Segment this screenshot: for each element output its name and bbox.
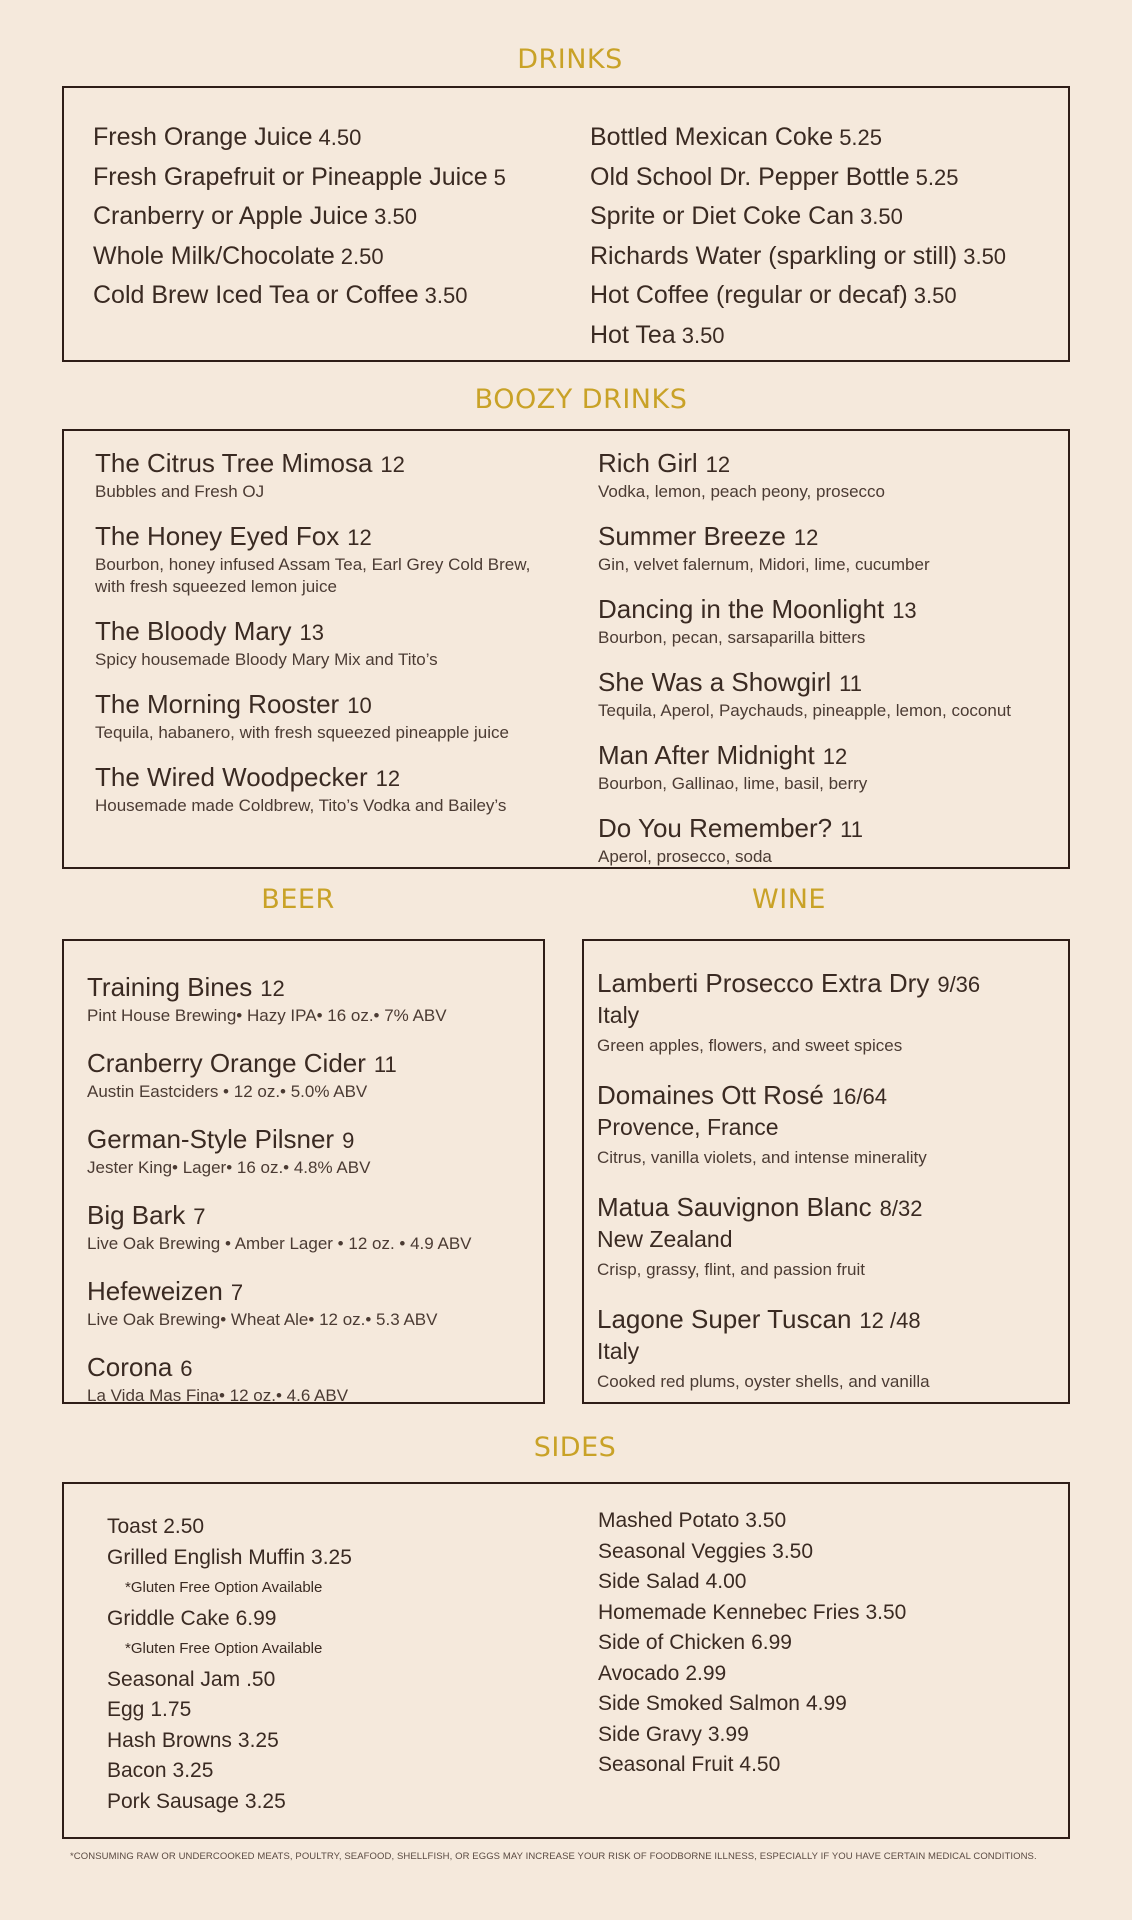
beer-box — [62, 939, 545, 1404]
drink-item — [95, 520, 535, 598]
item-price: 10 — [347, 693, 372, 718]
sides-left-list — [107, 1512, 352, 1817]
item-description: Live Oak Brewing • Amber Lager • 12 oz. • 4.9 ABV — [87, 1234, 472, 1253]
side-item — [598, 1659, 906, 1690]
drink-item — [598, 812, 1058, 868]
item-title — [95, 615, 535, 649]
item-title — [598, 520, 1058, 554]
item-title — [87, 971, 527, 1005]
menu-item — [590, 197, 1006, 237]
item-title — [95, 447, 535, 481]
item-price: 5 — [493, 164, 506, 190]
item-name: Domaines Ott Rosé — [597, 1080, 824, 1110]
item-name: Training Bines — [87, 972, 253, 1002]
item-description: Jester King• Lager• 16 oz.• 4.8% ABV — [87, 1158, 371, 1177]
item-price: 16/64 — [831, 1084, 887, 1109]
item-title — [597, 1191, 1057, 1225]
drink-item — [95, 447, 535, 503]
item-price: 4.50 — [739, 1753, 781, 1776]
wine-region: Italy — [597, 1002, 640, 1028]
item-price: 3.50 — [772, 1539, 814, 1563]
item-name: Hefeweizen — [87, 1276, 223, 1306]
wine-box — [582, 939, 1070, 1404]
side-item — [598, 1598, 906, 1629]
sides-right-list — [598, 1506, 906, 1781]
item-price: 12 — [705, 452, 731, 477]
item-name: Grilled English Muffin — [107, 1545, 306, 1569]
item-description: Vodka, lemon, peach peony, prosecco — [598, 482, 885, 501]
item-name: Griddle Cake — [107, 1606, 230, 1630]
item-description: Crisp, grassy, flint, and passion fruit — [597, 1260, 866, 1279]
disclaimer-text: *CONSUMING RAW OR UNDERCOOKED MEATS, POULTRY, SEAFOOD, SHELLFISH, OR EGGS MAY INCREASE YOUR RISK OF FOODBORNE ILLNESS, ESPECIALLY IF YOU HAVE CERTAIN MEDICAL CONDITIONS. — [70, 1851, 1037, 1862]
beer-list — [87, 971, 527, 1427]
item-price: 3.25 — [172, 1759, 214, 1782]
menu-item — [590, 276, 1006, 316]
item-price: 13 — [892, 598, 917, 623]
side-item — [598, 1506, 906, 1537]
side-item — [107, 1604, 352, 1635]
item-price: 12 — [375, 766, 401, 791]
drink-item — [87, 1123, 527, 1179]
side-item — [598, 1720, 906, 1751]
item-price: 3.50 — [745, 1509, 787, 1532]
gluten-free-note: *Gluten Free Option Available — [125, 1579, 323, 1596]
wine-region: New Zealand — [597, 1226, 733, 1252]
sides-heading: SIDES — [533, 1432, 617, 1463]
item-title — [87, 1047, 527, 1081]
item-description: Austin Eastciders • 12 oz.• 5.0% ABV — [87, 1082, 368, 1101]
item-description: Cooked red plums, oyster shells, and vanilla — [597, 1372, 930, 1391]
menu-item — [93, 197, 506, 237]
item-name: Fresh Grapefruit or Pineapple Juice — [93, 162, 488, 191]
side-item — [598, 1750, 906, 1781]
wine-heading: WINE — [752, 884, 826, 915]
wine-item — [597, 1079, 1057, 1169]
item-price: 2.99 — [685, 1661, 727, 1685]
drinks-heading: DRINKS — [517, 44, 623, 75]
item-name: Old School Dr. Pepper Bottle — [590, 162, 910, 191]
boozy-right-list — [598, 447, 1058, 885]
side-item — [598, 1537, 906, 1568]
menu-item — [93, 158, 506, 198]
wine-item — [597, 1191, 1057, 1281]
item-name: Hot Tea — [590, 320, 676, 349]
item-price: 13 — [299, 620, 325, 645]
item-name: Lamberti Prosecco Extra Dry — [597, 968, 930, 998]
item-name: Matua Sauvignon Blanc — [597, 1192, 872, 1222]
drink-item — [95, 688, 535, 744]
item-name: Side Gravy — [598, 1722, 702, 1746]
item-price: 3.50 — [424, 283, 468, 308]
item-description: Aperol, prosecco, soda — [598, 847, 772, 866]
item-title — [597, 1303, 1057, 1337]
item-price: 7 — [193, 1204, 206, 1229]
item-name: Summer Breeze — [598, 521, 786, 551]
wine-region: Provence, France — [597, 1114, 779, 1140]
item-price: 2.50 — [163, 1515, 205, 1538]
item-price: 3.25 — [244, 1789, 286, 1813]
drink-item — [598, 520, 1058, 576]
item-description: Bourbon, Gallinao, lime, basil, berry — [598, 774, 868, 793]
item-name: Bacon — [107, 1759, 167, 1782]
item-name: Sprite or Diet Coke Can — [590, 202, 855, 230]
side-item — [107, 1695, 352, 1726]
item-price: 4.50 — [318, 125, 362, 150]
item-price: 6.99 — [751, 1631, 792, 1654]
item-title — [597, 967, 1057, 1001]
beer-heading: BEER — [261, 884, 335, 915]
item-price: 11 — [373, 1052, 397, 1077]
item-description: Green apples, flowers, and sweet spices — [597, 1036, 903, 1055]
item-name: Bottled Mexican Coke — [590, 123, 834, 151]
item-name: Toast — [107, 1515, 158, 1538]
item-title — [598, 593, 1058, 627]
item-description: Tequila, Aperol, Paychauds, pineapple, lemon, coconut — [598, 701, 1011, 720]
menu-item — [93, 118, 506, 158]
item-description: Housemade made Coldbrew, Tito’s Vodka and Bailey’s — [95, 796, 507, 815]
item-name: Richards Water (sparkling or still) — [590, 241, 958, 270]
item-price: 3.25 — [311, 1545, 352, 1569]
item-price: 2.50 — [340, 243, 384, 269]
item-price: 5.25 — [839, 125, 883, 150]
item-name: The Bloody Mary — [95, 616, 292, 646]
item-price: 12 — [347, 525, 372, 550]
item-description: Gin, velvet falernum, Midori, lime, cucumber — [598, 555, 930, 574]
item-price: 3.50 — [681, 322, 725, 348]
drink-item — [598, 739, 1058, 795]
item-price: 3.50 — [865, 1600, 907, 1624]
item-description: Bourbon, honey infused Assam Tea, Earl Grey Cold Brew, with fresh squeezed lemon juice — [95, 555, 531, 596]
item-title — [597, 1079, 1057, 1113]
item-name: Corona — [87, 1352, 173, 1382]
item-name: Man After Midnight — [598, 740, 815, 770]
side-item — [107, 1787, 352, 1818]
item-price: 11 — [840, 817, 863, 842]
drink-item — [95, 761, 535, 817]
item-title — [598, 447, 1058, 481]
drink-item — [87, 1047, 527, 1103]
drink-item — [95, 615, 535, 671]
item-name: The Citrus Tree Mimosa — [95, 448, 373, 478]
item-description: Bubbles and Fresh OJ — [95, 482, 265, 501]
item-name: Side Smoked Salmon — [598, 1692, 800, 1715]
item-name: Pork Sausage — [107, 1789, 239, 1813]
boozy-left-list — [95, 447, 535, 834]
item-price: 9 — [342, 1128, 355, 1153]
menu-item — [590, 158, 1006, 198]
item-title — [95, 688, 535, 722]
side-item — [598, 1628, 906, 1659]
item-price: 6.99 — [235, 1606, 277, 1630]
side-item — [107, 1726, 352, 1757]
item-name: Side Salad — [598, 1570, 700, 1593]
item-name: Fresh Orange Juice — [93, 123, 313, 151]
sides-box — [62, 1482, 1070, 1839]
item-price: 3.50 — [374, 204, 417, 229]
item-price: 3.25 — [237, 1728, 279, 1752]
item-description: Spicy housemade Bloody Mary Mix and Tito’s — [95, 650, 438, 669]
side-item — [107, 1512, 352, 1543]
item-price: 12 — [822, 744, 848, 769]
item-description: Bourbon, pecan, sarsaparilla bitters — [598, 628, 866, 647]
item-price: 1.75 — [150, 1698, 192, 1721]
menu-item — [590, 316, 1006, 356]
item-title — [95, 761, 535, 795]
item-price: 3.50 — [963, 243, 1007, 269]
drink-item — [87, 1199, 527, 1255]
item-name: The Morning Rooster — [95, 689, 340, 719]
side-item — [107, 1543, 352, 1574]
item-description: Citrus, vanilla violets, and intense minerality — [597, 1148, 927, 1167]
wine-list — [597, 967, 1057, 1415]
gluten-free-note: *Gluten Free Option Available — [125, 1640, 323, 1657]
item-name: Side of Chicken — [598, 1631, 746, 1654]
side-item — [598, 1567, 906, 1598]
item-description: Pint House Brewing• Hazy IPA• 16 oz.• 7% ABV — [87, 1006, 447, 1025]
wine-item — [597, 1303, 1057, 1393]
item-name: Hot Coffee (regular or decaf) — [590, 281, 908, 309]
boozy-box — [62, 429, 1070, 869]
item-name: Cold Brew Iced Tea or Coffee — [93, 281, 419, 309]
drinks-box — [62, 86, 1070, 362]
item-description: Live Oak Brewing• Wheat Ale• 12 oz.• 5.3 ABV — [87, 1310, 438, 1329]
item-price: 3.50 — [913, 283, 957, 308]
item-title — [598, 812, 1058, 846]
item-description: Tequila, habanero, with fresh squeezed pineapple juice — [95, 723, 509, 742]
item-name: Avocado — [598, 1661, 680, 1685]
side-item — [107, 1665, 352, 1696]
item-price: 6 — [180, 1356, 193, 1381]
menu-item — [93, 237, 506, 277]
item-title — [87, 1123, 527, 1157]
item-name: The Wired Woodpecker — [95, 762, 368, 792]
item-price: 12 — [380, 452, 405, 477]
item-name: Big Bark — [87, 1200, 186, 1230]
item-price: 12 — [260, 976, 285, 1001]
boozy-heading: BOOZY DRINKS — [474, 384, 688, 415]
item-name: Do You Remember? — [598, 813, 833, 843]
item-price: 4.00 — [705, 1570, 747, 1593]
wine-item — [597, 967, 1057, 1057]
item-price: 7 — [230, 1280, 244, 1305]
menu-item — [93, 276, 506, 316]
item-title — [87, 1351, 527, 1385]
item-name: Mashed Potato — [598, 1509, 740, 1532]
item-title — [598, 739, 1058, 773]
item-name: Seasonal Fruit — [598, 1753, 734, 1776]
item-name: Seasonal Veggies — [598, 1539, 767, 1563]
item-name: She Was a Showgirl — [598, 667, 832, 697]
item-price: 5.25 — [915, 164, 959, 190]
item-price: 4.99 — [805, 1692, 847, 1715]
item-price: 3.99 — [707, 1722, 749, 1746]
item-price: 12 — [793, 525, 819, 550]
item-name: German-Style Pilsner — [87, 1124, 335, 1154]
item-name: Cranberry Orange Cider — [87, 1048, 366, 1078]
drink-item — [87, 1275, 527, 1331]
item-title — [598, 666, 1058, 700]
item-title — [95, 520, 535, 554]
item-price: 12 /48 — [859, 1308, 921, 1333]
item-description: La Vida Mas Fina• 12 oz.• 4.6 ABV — [87, 1386, 349, 1405]
drink-item — [87, 1351, 527, 1407]
drinks-left-list — [93, 118, 506, 316]
side-item — [107, 1756, 352, 1787]
item-name: Rich Girl — [598, 448, 698, 478]
menu-item — [590, 118, 1006, 158]
item-name: The Honey Eyed Fox — [95, 521, 340, 551]
item-name: Seasonal Jam — [107, 1667, 241, 1691]
item-name: Cranberry or Apple Juice — [93, 202, 369, 230]
drink-item — [87, 971, 527, 1027]
item-price: .50 — [246, 1667, 276, 1691]
menu-item — [590, 237, 1006, 277]
item-name: Homemade Kennebec Fries — [598, 1600, 860, 1624]
item-name: Egg — [107, 1698, 145, 1721]
item-price: 11 — [839, 671, 862, 696]
item-price: 3.50 — [860, 204, 903, 229]
drink-item — [598, 666, 1058, 722]
item-price: 9/36 — [937, 972, 981, 997]
item-title — [87, 1275, 527, 1309]
drink-item — [598, 593, 1058, 649]
drinks-right-list — [590, 118, 1006, 355]
item-name: Dancing in the Moonlight — [598, 594, 885, 624]
item-name: Hash Browns — [107, 1728, 232, 1752]
item-title — [87, 1199, 527, 1233]
item-name: Lagone Super Tuscan — [597, 1304, 852, 1334]
drink-item — [598, 447, 1058, 503]
item-name: Whole Milk/Chocolate — [93, 241, 335, 270]
item-price: 8/32 — [879, 1196, 923, 1221]
wine-region: Italy — [597, 1338, 640, 1364]
side-item — [598, 1689, 906, 1720]
